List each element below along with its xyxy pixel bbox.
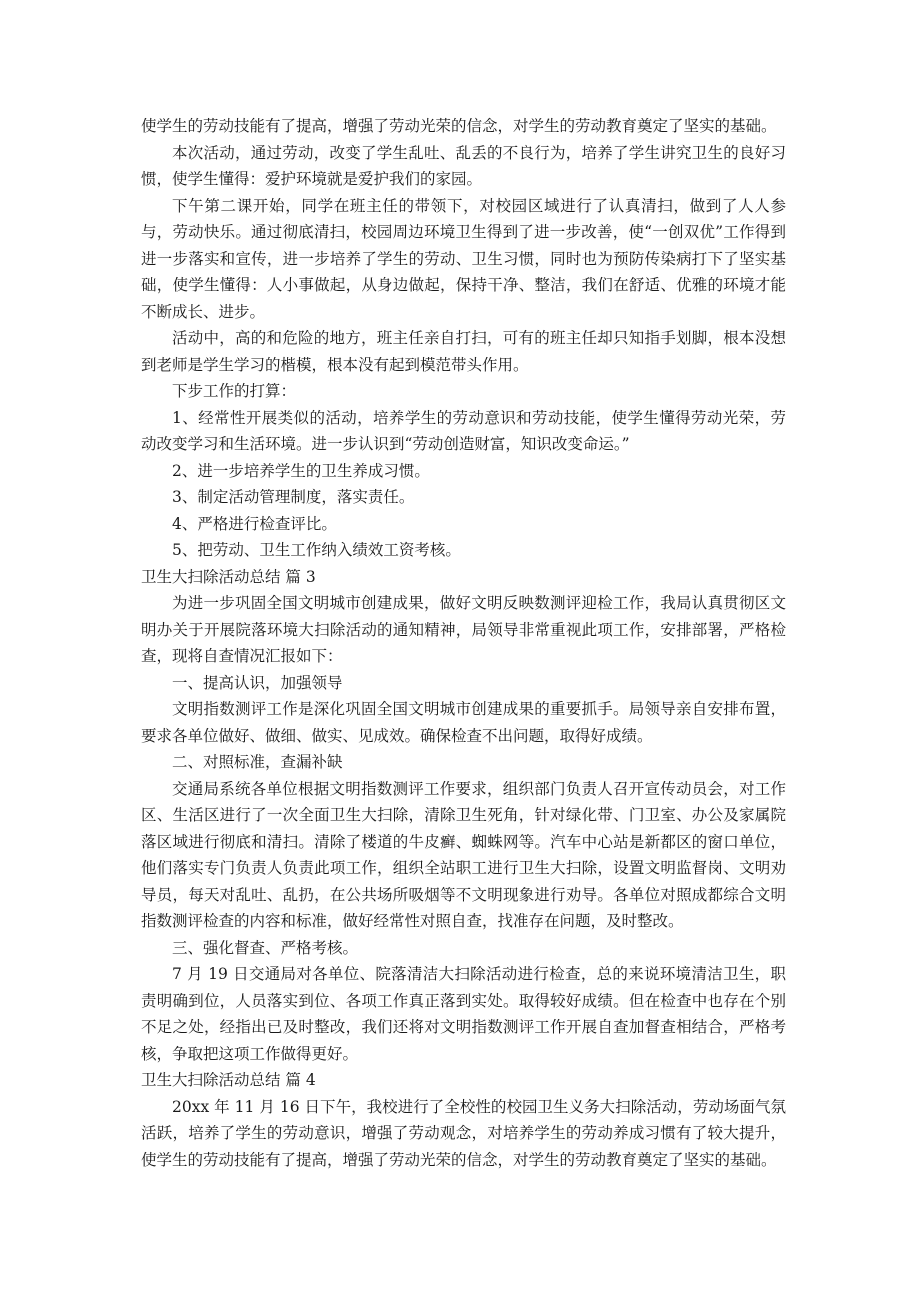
paragraph: 7 月 19 日交通局对各单位、院落清洁大扫除活动进行检查，总的来说环境清洁卫生，职责明确到位，人员落实到位、各项工作真正落到实处。取得较好成绩。但在检查中也存在个别不足之处，经指出已及时整改，我们还将对文明指数测评工作开展自查加督查相结合，严格考核，争取把这项工作做得更好。 bbox=[141, 965, 786, 1063]
section-heading: 卫生大扫除活动总结 篇 3 bbox=[141, 567, 316, 586]
paragraph: 使学生的劳动技能有了提高，增强了劳动光荣的信念，对学生的劳动教育奠定了坚实的基础。 bbox=[141, 117, 777, 135]
paragraph: 为进一步巩固全国文明城市创建成果，做好文明反映数测评迎检工作，我局认真贯彻区文明办关于开展院落环境大扫除活动的通知精神，局领导非常重视此项工作，安排部署，严格检查，现将自查情况汇报如下： bbox=[141, 594, 786, 665]
subheading: 三、强化督查、严格考核。 bbox=[172, 938, 359, 957]
paragraph: 下步工作的打算： bbox=[172, 382, 297, 400]
paragraph: 文明指数测评工作是深化巩固全国文明城市创建成果的重要抓手。局领导亲自安排布置，要求各单位做好、做细、做实、见成效。确保检查不出问题，取得好成绩。 bbox=[141, 700, 786, 745]
paragraph: 下午第二课开始，同学在班主任的带领下，对校园区域进行了认真清扫，做到了人人参与，劳动快乐。通过彻底清扫，校园周边环境卫生得到了进一步改善，使“一创双优”工作得到进一步落实和宣传，进一步培养了学生的劳动、卫生习惯，同时也为预防传染病打下了坚实基础，使学生懂得：人小事做起，从身边做起，保持干净、整洁，我们在舒适、优雅的环境才能不断成长、进步。 bbox=[141, 196, 786, 321]
paragraph: 活动中，高的和危险的地方，班主任亲自打扫，可有的班主任却只知指手划脚，根本没想到老师是学生学习的楷模，根本没有起到模范带头作用。 bbox=[141, 329, 786, 374]
list-item: 3、制定活动管理制度，落实责任。 bbox=[172, 488, 415, 506]
subheading: 一、提高认识，加强领导 bbox=[172, 673, 343, 692]
paragraph: 20xx 年 11 月 16 日下午，我校进行了全校性的校园卫生义务大扫除活动，劳动场面气氛活跃，培养了学生的劳动意识，增强了劳动观念，对培养学生的劳动养成习惯有了较大提升，使学生的劳动技能有了提高，增强了劳动光荣的信念，对学生的劳动教育奠定了坚实的基础。 bbox=[141, 1097, 786, 1169]
list-item: 1、经常性开展类似的活动，培养学生的劳动意识和劳动技能，使学生懂得劳动光荣，劳动改变学习和生活环境。进一步认识到“劳动创造财富，知识改变命运。” bbox=[141, 408, 786, 453]
list-item: 2、进一步培养学生的卫生养成习惯。 bbox=[172, 461, 430, 480]
list-item: 4、严格进行检查评比。 bbox=[172, 514, 337, 533]
section-heading: 卫生大扫除活动总结 篇 4 bbox=[141, 1071, 316, 1089]
document-body bbox=[141, 113, 786, 1173]
list-item: 5、把劳动、卫生工作纳入绩效工资考核。 bbox=[172, 541, 461, 559]
subheading: 二、对照标准，查漏补缺 bbox=[172, 753, 343, 771]
paragraph: 本次活动，通过劳动，改变了学生乱吐、乱丢的不良行为，培养了学生讲究卫生的良好习惯，使学生懂得：爱护环境就是爱护我们的家园。 bbox=[141, 143, 786, 188]
paragraph: 交通局系统各单位根据文明指数测评工作要求，组织部门负责人召开宣传动员会，对工作区、生活区进行了一次全面卫生大扫除，清除卫生死角，针对绿化带、门卫室、办公及家属院落区域进行彻底和清扫。清除了楼道的牛皮癣、蜘蛛网等。汽车中心站是新都区的窗口单位，他们落实专门负责人负责此项工作，组织全站职工进行卫生大扫除，设置文明监督岗、文明劝导员，每天对乱吐、乱扔，在公共场所吸烟等不文明现象进行劝导。各单位对照成都综合文明指数测评检查的内容和标准，做好经常性对照自查，找准存在问题，及时整改。 bbox=[141, 779, 786, 930]
